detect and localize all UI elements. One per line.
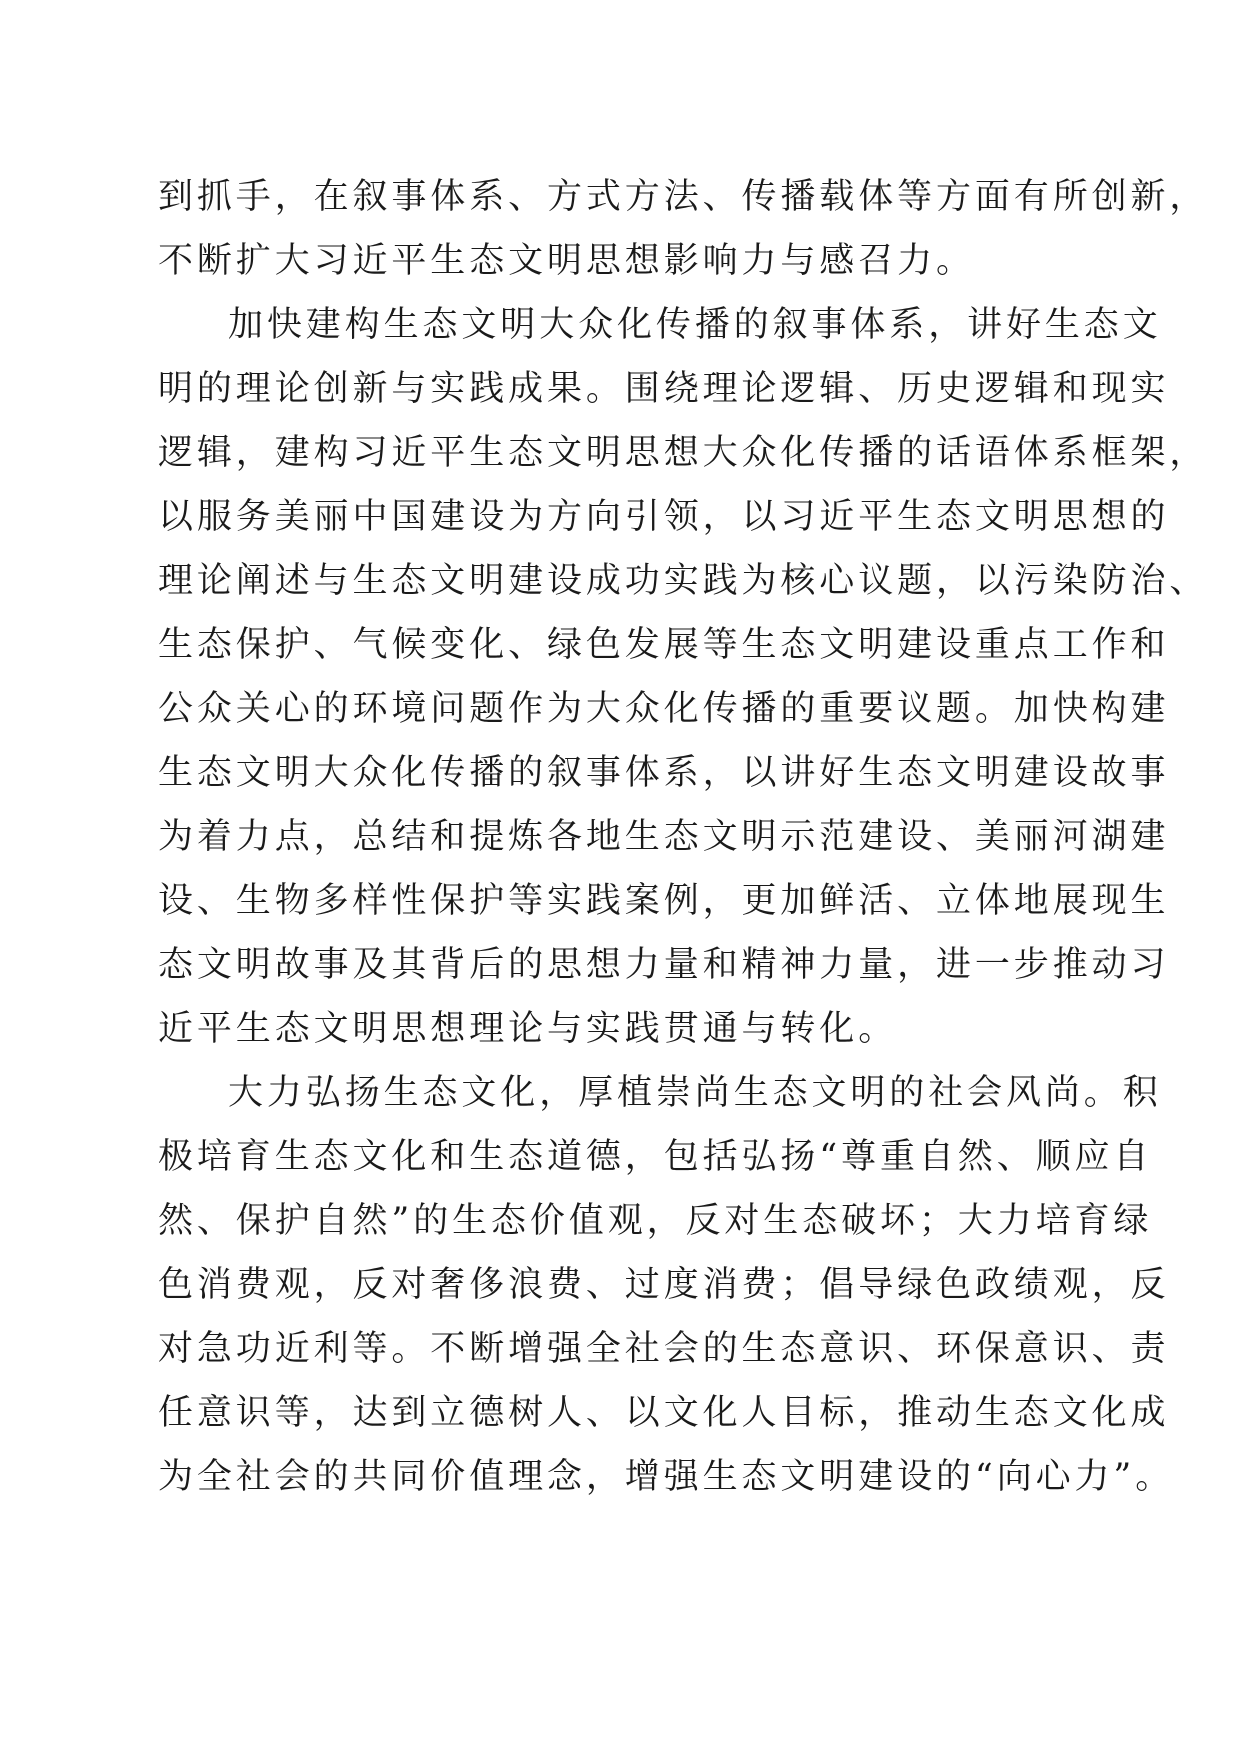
text-line: 不断扩大习近平生态文明思想影响力与感召力。	[158, 241, 975, 281]
text-line: 大力弘扬生态文化，厚植崇尚生态文明的社会风尚。积	[228, 1073, 1162, 1113]
text-line: 生态文明大众化传播的叙事体系，以讲好生态文明建设故事	[158, 753, 1170, 793]
text-line: 然、保护自然”的生态价值观，反对生态破坏；大力培育绿	[158, 1201, 1153, 1241]
text-line: 对急功近利等。不断增强全社会的生态意识、环保意识、责	[158, 1329, 1170, 1369]
text-line: 明的理论创新与实践成果。围绕理论逻辑、历史逻辑和现实	[158, 369, 1170, 409]
text-line: 加快建构生态文明大众化传播的叙事体系，讲好生态文	[228, 305, 1162, 345]
text-line: 态文明故事及其背后的思想力量和精神力量，进一步推动习	[158, 945, 1170, 985]
text-line: 理论阐述与生态文明建设成功实践为核心议题，以污染防治、	[158, 561, 1209, 601]
text-line: 设、生物多样性保护等实践案例，更加鲜活、立体地展现生	[158, 881, 1170, 921]
text-line: 色消费观，反对奢侈浪费、过度消费；倡导绿色政绩观，反	[158, 1265, 1170, 1305]
text-line: 公众关心的环境问题作为大众化传播的重要议题。加快构建	[158, 689, 1170, 729]
text-line: 生态保护、气候变化、绿色发展等生态文明建设重点工作和	[158, 625, 1170, 665]
text-line: 逻辑，建构习近平生态文明思想大众化传播的话语体系框架，	[158, 433, 1209, 473]
text-line: 任意识等，达到立德树人、以文化人目标，推动生态文化成	[158, 1393, 1170, 1433]
text-line: 极培育生态文化和生态道德，包括弘扬“尊重自然、顺应自	[158, 1137, 1153, 1177]
text-line: 到抓手，在叙事体系、方式方法、传播载体等方面有所创新，	[158, 177, 1209, 217]
text-line: 近平生态文明思想理论与实践贯通与转化。	[158, 1009, 898, 1049]
text-line: 为着力点，总结和提炼各地生态文明示范建设、美丽河湖建	[158, 817, 1170, 857]
text-line: 为全社会的共同价值理念，增强生态文明建设的“向心力”。	[158, 1457, 1175, 1497]
text-line: 以服务美丽中国建设为方向引领，以习近平生态文明思想的	[158, 497, 1170, 537]
